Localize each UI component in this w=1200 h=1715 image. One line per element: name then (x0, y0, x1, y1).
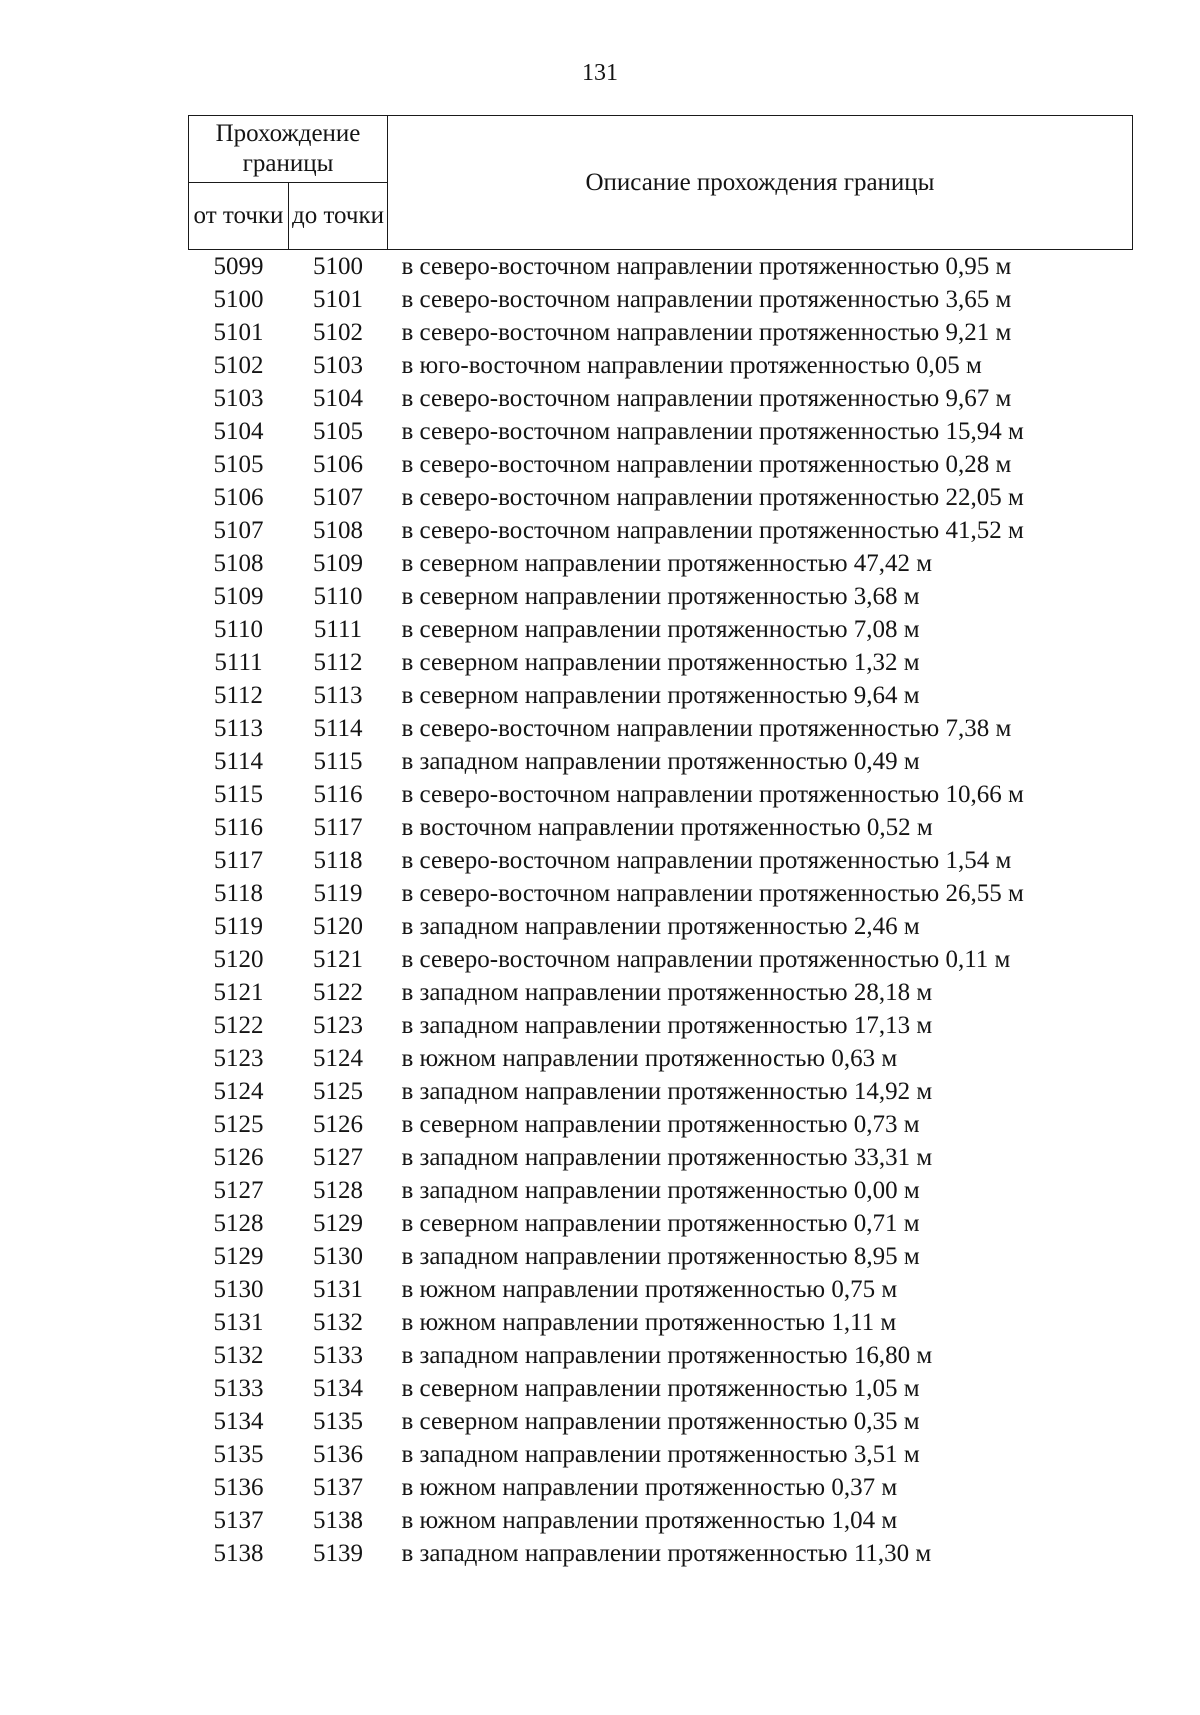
description-cell: в северо-восточном направлении протяженностью 9,67 м (401, 385, 1012, 412)
from-point-cell: 5125 (213, 1111, 264, 1138)
table-row (189, 481, 1133, 514)
from-point-cell: 5108 (213, 550, 264, 577)
description-cell: в западном направлении протяженностью 0,00 м (401, 1177, 920, 1204)
to-point-cell: 5108 (313, 517, 363, 544)
table-row (189, 1273, 1133, 1306)
description-cell: в северном направлении протяженностью 1,32 м (401, 649, 920, 676)
table-row (189, 745, 1133, 778)
description-cell: в южном направлении протяженностью 1,04 м (401, 1507, 898, 1534)
table-row (189, 1405, 1133, 1438)
to-point-cell: 5118 (313, 847, 363, 874)
from-point-cell: 5104 (213, 418, 264, 445)
table-row (189, 1240, 1133, 1273)
to-point-cell: 5139 (313, 1540, 363, 1567)
to-point-cell: 5104 (313, 385, 363, 412)
description-cell: в северном направлении протяженностью 7,08 м (401, 616, 920, 643)
description-cell: в северном направлении протяженностью 47,42 м (401, 550, 933, 577)
to-point-cell: 5103 (313, 352, 363, 379)
to-point-cell: 5128 (313, 1177, 363, 1204)
from-point-cell: 5109 (213, 583, 264, 610)
from-point-cell: 5116 (213, 814, 264, 841)
description-cell: в южном направлении протяженностью 0,75 м (401, 1276, 898, 1303)
header-to-point: до точки (289, 183, 388, 250)
from-point-cell: 5130 (213, 1276, 264, 1303)
table-row (189, 1438, 1133, 1471)
description-cell: в западном направлении протяженностью 28,18 м (401, 979, 933, 1006)
table-row (189, 316, 1133, 349)
to-point-cell: 5137 (313, 1474, 363, 1501)
to-point-cell: 5130 (313, 1243, 363, 1270)
to-point-cell: 5114 (313, 715, 363, 742)
description-cell: в южном направлении протяженностью 0,37 м (401, 1474, 898, 1501)
from-point-cell: 5123 (213, 1045, 264, 1072)
table-row (189, 943, 1133, 976)
boundary-table (188, 115, 1133, 1570)
description-cell: в северо-восточном направлении протяженностью 0,11 м (401, 946, 1011, 973)
table-row (189, 1339, 1133, 1372)
from-point-cell: 5131 (213, 1309, 264, 1336)
to-point-cell: 5129 (313, 1210, 363, 1237)
to-point-cell: 5112 (313, 649, 363, 676)
description-cell: в восточном направлении протяженностью 0,52 м (401, 814, 933, 841)
to-point-cell: 5126 (313, 1111, 363, 1138)
header-from-point: от точки (189, 183, 289, 250)
to-point-cell: 5122 (313, 979, 363, 1006)
from-point-cell: 5114 (213, 748, 264, 775)
from-point-cell: 5111 (214, 649, 263, 676)
table-row (189, 349, 1133, 382)
table-row (189, 1372, 1133, 1405)
to-point-cell: 5117 (313, 814, 363, 841)
table-row (189, 1207, 1133, 1240)
table-row (189, 580, 1133, 613)
table-row (189, 1075, 1133, 1108)
to-point-cell: 5121 (313, 946, 363, 973)
to-point-cell: 5101 (313, 286, 363, 313)
description-cell: в юго-восточном направлении протяженностью 0,05 м (401, 352, 982, 379)
table-row (189, 679, 1133, 712)
table-row (189, 1537, 1133, 1570)
to-point-cell: 5105 (313, 418, 363, 445)
table-body (189, 250, 1133, 1571)
page-number: 131 (582, 60, 618, 86)
to-point-cell: 5123 (313, 1012, 363, 1039)
description-cell: в северном направлении протяженностью 0,73 м (401, 1111, 920, 1138)
table-row (189, 712, 1133, 745)
description-cell: в северо-восточном направлении протяженностью 22,05 м (401, 484, 1024, 511)
header-boundary-passage: Прохождение границы (189, 116, 388, 183)
description-cell: в западном направлении протяженностью 8,95 м (401, 1243, 920, 1270)
table-row (189, 415, 1133, 448)
to-point-cell: 5138 (313, 1507, 363, 1534)
description-cell: в северо-восточном направлении протяженностью 26,55 м (401, 880, 1024, 907)
from-point-cell: 5103 (213, 385, 264, 412)
from-point-cell: 5126 (213, 1144, 264, 1171)
to-point-cell: 5111 (313, 616, 363, 643)
description-cell: в западном направлении протяженностью 2,46 м (401, 913, 920, 940)
table-header (189, 116, 1133, 250)
to-point-cell: 5115 (313, 748, 363, 775)
table-row (189, 778, 1133, 811)
description-cell: в северном направлении протяженностью 1,05 м (401, 1375, 920, 1402)
from-point-cell: 5112 (213, 682, 264, 709)
table-row (189, 1108, 1133, 1141)
to-point-cell: 5127 (313, 1144, 363, 1171)
from-point-cell: 5119 (213, 913, 264, 940)
description-cell: в северо-восточном направлении протяженностью 9,21 м (401, 319, 1012, 346)
from-point-cell: 5122 (213, 1012, 264, 1039)
from-point-cell: 5101 (213, 319, 264, 346)
description-cell: в западном направлении протяженностью 33,31 м (401, 1144, 933, 1171)
description-cell: в южном направлении протяженностью 0,63 м (401, 1045, 898, 1072)
to-point-cell: 5109 (313, 550, 363, 577)
from-point-cell: 5106 (213, 484, 264, 511)
description-cell: в северном направлении протяженностью 9,64 м (401, 682, 920, 709)
table-row (189, 1306, 1133, 1339)
description-cell: в западном направлении протяженностью 3,51 м (401, 1441, 920, 1468)
from-point-cell: 5129 (213, 1243, 264, 1270)
from-point-cell: 5134 (213, 1408, 264, 1435)
table-row (189, 448, 1133, 481)
from-point-cell: 5135 (213, 1441, 264, 1468)
to-point-cell: 5133 (313, 1342, 363, 1369)
description-cell: в западном направлении протяженностью 16,80 м (401, 1342, 933, 1369)
table-row (189, 646, 1133, 679)
description-cell: в северо-восточном направлении протяженностью 1,54 м (401, 847, 1012, 874)
description-cell: в северном направлении протяженностью 3,68 м (401, 583, 920, 610)
to-point-cell: 5124 (313, 1045, 363, 1072)
table-row (189, 1504, 1133, 1537)
from-point-cell: 5136 (213, 1474, 264, 1501)
from-point-cell: 5117 (213, 847, 264, 874)
to-point-cell: 5134 (313, 1375, 363, 1402)
table-row (189, 976, 1133, 1009)
to-point-cell: 5102 (313, 319, 363, 346)
from-point-cell: 5113 (213, 715, 264, 742)
to-point-cell: 5106 (313, 451, 363, 478)
description-cell: в северном направлении протяженностью 0,35 м (401, 1408, 920, 1435)
from-point-cell: 5138 (213, 1540, 264, 1567)
table-row (189, 877, 1133, 910)
description-cell: в западном направлении протяженностью 14,92 м (401, 1078, 933, 1105)
from-point-cell: 5133 (213, 1375, 264, 1402)
to-point-cell: 5125 (313, 1078, 363, 1105)
from-point-cell: 5107 (213, 517, 264, 544)
from-point-cell: 5124 (213, 1078, 264, 1105)
to-point-cell: 5132 (313, 1309, 363, 1336)
to-point-cell: 5113 (313, 682, 363, 709)
table-row (189, 910, 1133, 943)
to-point-cell: 5110 (313, 583, 363, 610)
to-point-cell: 5131 (313, 1276, 363, 1303)
description-cell: в северо-восточном направлении протяженностью 3,65 м (401, 286, 1012, 313)
from-point-cell: 5137 (213, 1507, 264, 1534)
header-description: Описание прохождения границы (388, 116, 1133, 250)
description-cell: в северо-восточном направлении протяженностью 0,95 м (401, 253, 1012, 280)
table-row (189, 1042, 1133, 1075)
from-point-cell: 5105 (213, 451, 264, 478)
table-row (189, 1471, 1133, 1504)
description-cell: в северном направлении протяженностью 0,71 м (401, 1210, 920, 1237)
from-point-cell: 5099 (213, 253, 264, 280)
to-point-cell: 5107 (313, 484, 363, 511)
description-cell: в северо-восточном направлении протяженностью 7,38 м (401, 715, 1012, 742)
description-cell: в южном направлении протяженностью 1,11 м (401, 1309, 897, 1336)
table-row (189, 1174, 1133, 1207)
table-row (189, 844, 1133, 877)
table-row (189, 514, 1133, 547)
from-point-cell: 5100 (213, 286, 264, 313)
table-row (189, 1141, 1133, 1174)
from-point-cell: 5127 (213, 1177, 264, 1204)
description-cell: в северо-восточном направлении протяженностью 0,28 м (401, 451, 1012, 478)
table-row (189, 547, 1133, 580)
table-row (189, 1009, 1133, 1042)
from-point-cell: 5102 (213, 352, 264, 379)
table-row (189, 250, 1133, 284)
to-point-cell: 5100 (313, 253, 363, 280)
from-point-cell: 5121 (213, 979, 264, 1006)
to-point-cell: 5116 (313, 781, 363, 808)
description-cell: в северо-восточном направлении протяженностью 10,66 м (401, 781, 1024, 808)
from-point-cell: 5120 (213, 946, 264, 973)
from-point-cell: 5128 (213, 1210, 264, 1237)
table-row (189, 613, 1133, 646)
to-point-cell: 5119 (313, 880, 363, 907)
description-cell: в северо-восточном направлении протяженностью 15,94 м (401, 418, 1024, 445)
from-point-cell: 5115 (213, 781, 264, 808)
description-cell: в северо-восточном направлении протяженностью 41,52 м (401, 517, 1024, 544)
description-cell: в западном направлении протяженностью 0,49 м (401, 748, 920, 775)
description-cell: в западном направлении протяженностью 11,30 м (401, 1540, 932, 1567)
table-row (189, 283, 1133, 316)
description-cell: в западном направлении протяженностью 17,13 м (401, 1012, 933, 1039)
to-point-cell: 5120 (313, 913, 363, 940)
to-point-cell: 5136 (313, 1441, 363, 1468)
table-row (189, 811, 1133, 844)
to-point-cell: 5135 (313, 1408, 363, 1435)
from-point-cell: 5132 (213, 1342, 264, 1369)
table-row (189, 382, 1133, 415)
from-point-cell: 5118 (213, 880, 264, 907)
from-point-cell: 5110 (213, 616, 264, 643)
